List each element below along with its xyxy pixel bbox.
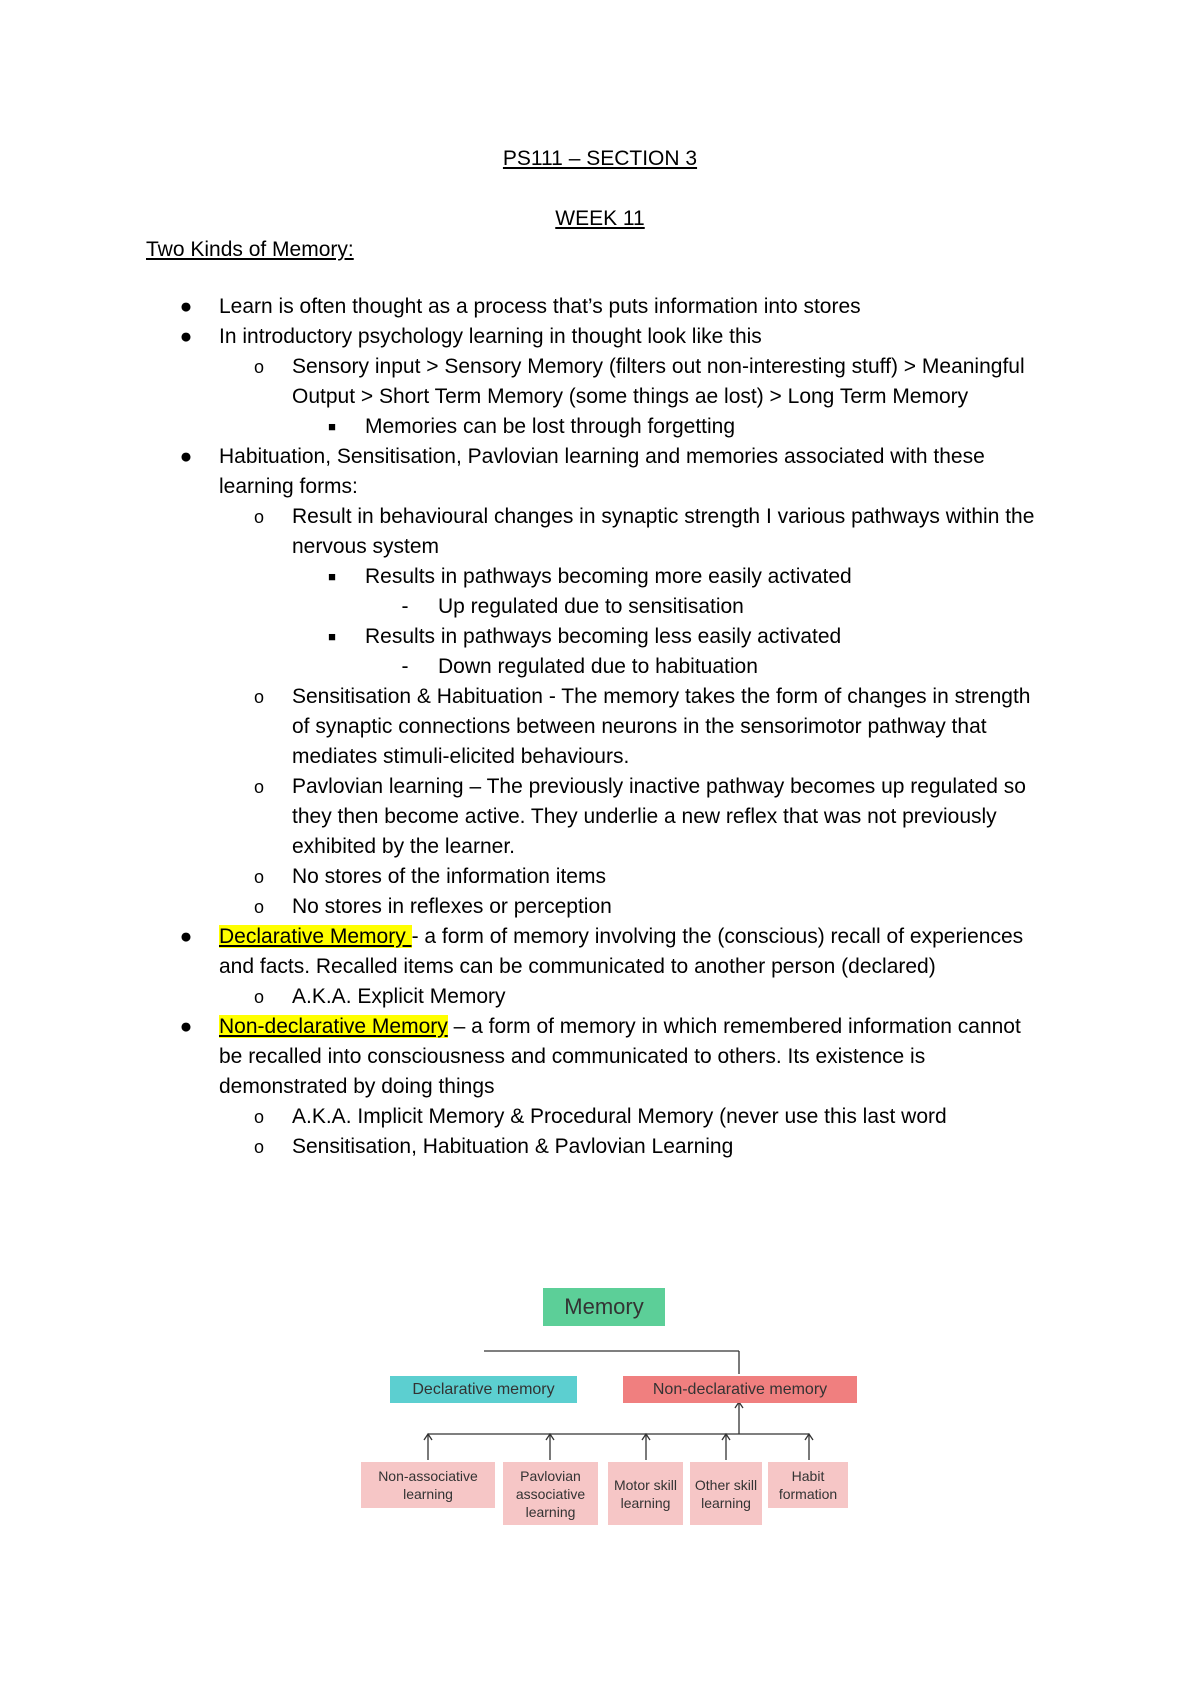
list-item-text: A.K.A. Explicit Memory: [292, 985, 506, 1008]
list-item: [253, 682, 1052, 772]
list-item-text: Results in pathways becoming less easily activated: [365, 625, 842, 648]
notes-list: [0, 292, 1200, 1162]
bullet-marker: ●: [179, 445, 193, 468]
list-item: [253, 892, 1052, 922]
list-item: [253, 862, 1052, 892]
diagram-child-label: Habit formation: [778, 1468, 838, 1502]
list-item: [253, 772, 1052, 862]
diagram-child-box: [768, 1462, 848, 1508]
list-item-text: Memories can be lost through forgetting: [365, 415, 736, 438]
list-item-text: Pavlovian learning – The previously inactive pathway becomes up regulated so they then become active. They underlie a new reflex that was not previously exhibited by the learner.: [292, 775, 1026, 858]
document-title: PS111 – SECTION 3: [502, 147, 698, 170]
list-item-text: No stores in reflexes or perception: [292, 895, 612, 918]
diagram-child-box: [503, 1462, 598, 1525]
diagram-child-box: [690, 1462, 762, 1525]
bullet-marker: -: [401, 595, 409, 618]
bullet-marker: ●: [179, 1015, 193, 1038]
bullet-marker: o: [253, 987, 264, 1007]
bullet-marker: o: [253, 897, 264, 917]
list-item: [179, 442, 1039, 502]
nondeclarative-memory-box: [623, 1376, 857, 1403]
section-heading: Two Kinds of Memory:: [146, 238, 354, 261]
list-item: [401, 592, 1038, 622]
list-item: [401, 652, 1038, 682]
list-item: [253, 982, 1052, 1012]
bullet-marker: ■: [328, 629, 336, 644]
bullet-marker: o: [253, 867, 264, 887]
list-item: [179, 292, 1039, 322]
list-item-text: - a form of memory involving the (conscious) recall of experiences and facts. Recalled items can be communicated to another person (declared): [219, 925, 1024, 978]
bullet-marker: ■: [328, 569, 336, 584]
list-item: [253, 502, 1052, 562]
bullet-marker: o: [253, 1137, 264, 1157]
diagram-child-box: [361, 1462, 495, 1508]
diagram-child-label: Motor skill learning: [613, 1476, 677, 1511]
bullet-marker: ●: [179, 295, 193, 318]
diagram-child-label: Other skill learning: [694, 1476, 758, 1511]
list-item-text: Sensitisation, Habituation & Pavlovian Learning: [292, 1135, 734, 1158]
list-item: [253, 352, 1052, 412]
list-item: [253, 1102, 1052, 1132]
list-item-text: Results in pathways becoming more easily activated: [365, 565, 852, 588]
list-item-text: Down regulated due to habituation: [438, 655, 758, 678]
declarative-memory-box: [390, 1376, 577, 1403]
list-item: [253, 1132, 1052, 1162]
list-item: [179, 322, 1039, 352]
list-item-text: No stores of the information items: [292, 865, 606, 888]
list-item-text: Learn is often thought as a process that’s puts information into stores: [219, 295, 861, 318]
bullet-marker: o: [253, 687, 264, 707]
declarative-memory-label: Declarative memory: [412, 1380, 555, 1398]
diagram-child-label: Non-associative learning: [378, 1468, 478, 1502]
bullet-marker: ●: [179, 925, 193, 948]
bullet-marker: ■: [328, 419, 336, 434]
list-item: [328, 412, 1045, 442]
memory-root-box: [543, 1288, 665, 1326]
list-item: [328, 562, 1045, 592]
list-item-text: Up regulated due to sensitisation: [438, 595, 744, 618]
bullet-marker: -: [401, 655, 409, 678]
list-item: [179, 1012, 1039, 1102]
list-item-text: In introductory psychology learning in thought look like this: [219, 325, 762, 348]
bullet-marker: ●: [179, 325, 193, 348]
week-label: WEEK 11: [555, 207, 645, 230]
bullet-marker: o: [253, 357, 264, 377]
list-item-text: A.K.A. Implicit Memory & Procedural Memory (never use this last word: [292, 1105, 947, 1128]
list-item-text: Result in behavioural changes in synaptic strength I various pathways within the nervous system: [292, 505, 1035, 558]
bullet-marker: o: [253, 1107, 264, 1127]
diagram-child-label: Pavlovian associative learning: [515, 1467, 586, 1520]
nondeclarative-memory-label: Non-declarative memory: [652, 1380, 828, 1398]
memory-root-label: Memory: [564, 1294, 644, 1319]
list-item-text: – a form of memory in which remembered information cannot be recalled into consciousness and communicated to others. Its existence is demonstrated by doing things: [219, 1015, 1021, 1098]
highlighted-term: Non-declarative Memory: [219, 1015, 448, 1038]
list-item: [328, 622, 1045, 652]
diagram-child-box: [608, 1462, 683, 1525]
list-item-text: Habituation, Sensitisation, Pavlovian learning and memories associated with these learning forms:: [219, 445, 985, 498]
bullet-marker: o: [253, 777, 264, 797]
list-item-text: Sensory input > Sensory Memory (filters out non-interesting stuff) > Meaningful Output > Short Term Memory (some things ae lost) > Long Term Memory: [292, 355, 1025, 408]
list-item: [179, 922, 1039, 982]
bullet-marker: o: [253, 507, 264, 527]
highlighted-term: Declarative Memory: [219, 925, 412, 948]
list-item-text: Sensitisation & Habituation - The memory takes the form of changes in strength of synaptic connections between neurons in the sensorimotor pathway that mediates stimuli-elicited behaviours.: [292, 685, 1031, 768]
